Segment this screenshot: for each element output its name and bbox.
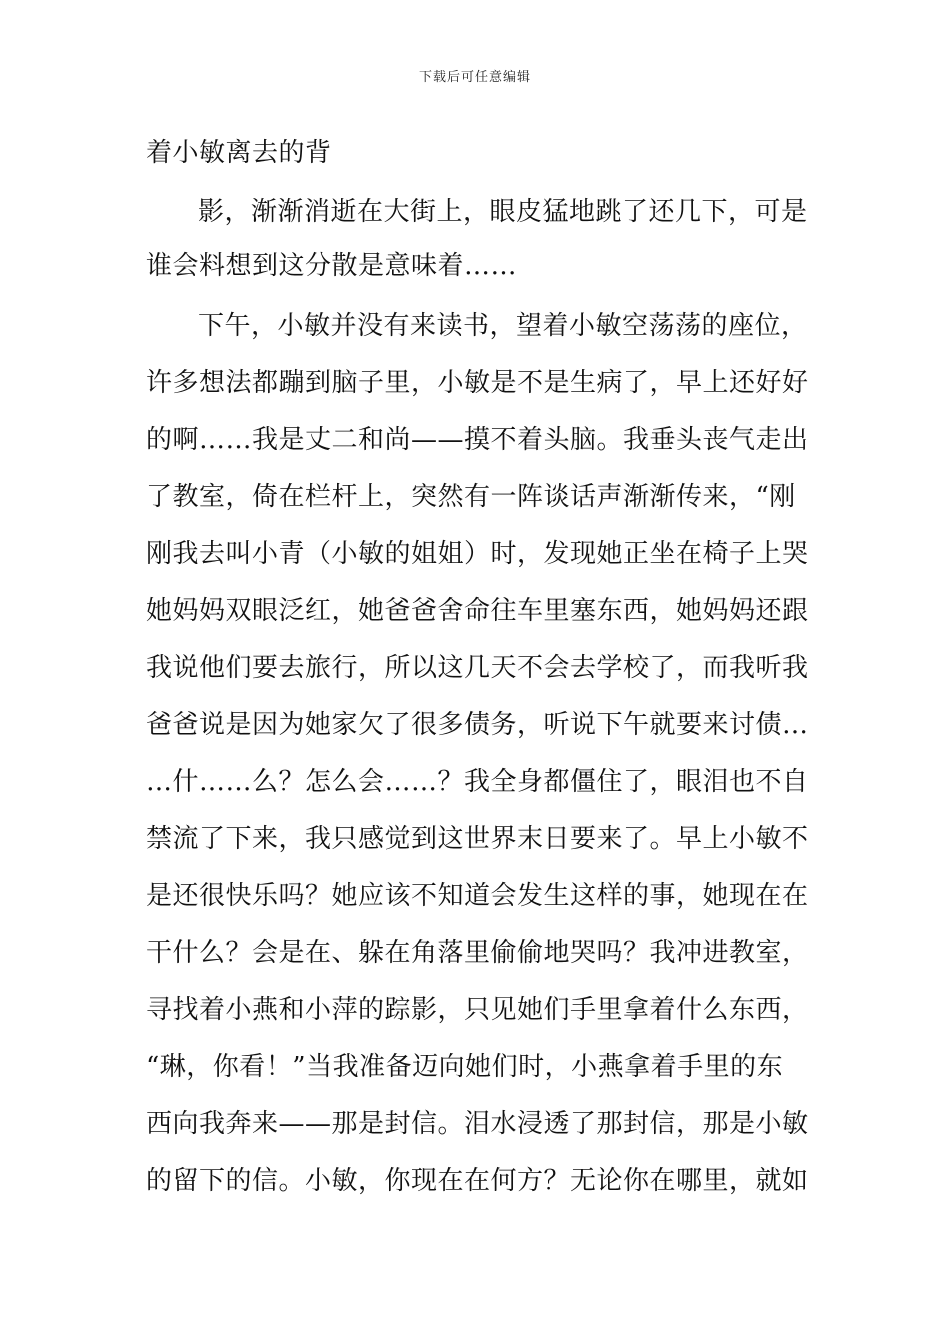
text-line: 的留下的信。小敏，你现在在何方？无论你在哪里，就如 — [146, 1166, 809, 1196]
text-line: 的啊……我是丈二和尚——摸不着头脑。我垂头丧气走出 — [146, 425, 809, 455]
text-line: 寻找着小燕和小萍的踪影，只见她们手里拿着什么东西， — [146, 995, 809, 1025]
text-line: …什……么？怎么会……？我全身都僵住了，眼泪也不自 — [146, 767, 809, 797]
text-line: 我说他们要去旅行，所以这几天不会去学校了，而我听我 — [146, 653, 809, 683]
text-line: 干什么？会是在、躲在角落里偷偷地哭吗？我冲进教室， — [146, 938, 809, 968]
text-line: 下午，小敏并没有来读书，望着小敏空荡荡的座位， — [198, 311, 808, 341]
text-line: 禁流了下来，我只感觉到这世界末日要来了。早上小敏不 — [146, 824, 809, 854]
text-line: 影，渐渐消逝在大街上，眼皮猛地跳了还几下，可是 — [198, 197, 808, 227]
page-header: 下载后可任意编辑 — [418, 70, 531, 85]
text-line: “琳，你看！”当我准备迈向她们时，小燕拿着手里的东 — [146, 1052, 784, 1082]
text-line: 许多想法都蹦到脑子里，小敏是不是生病了，早上还好好 — [146, 368, 809, 398]
text-line: 着小敏离去的背 — [146, 138, 332, 168]
text-line: 爸爸说是因为她家欠了很多债务，听说下午就要来讨债… — [146, 710, 809, 740]
text-line: 谁会料想到这分散是意味着…… — [146, 251, 518, 281]
text-line: 她妈妈双眼泛红，她爸爸舍命往车里塞东西，她妈妈还跟 — [146, 596, 809, 626]
text-line: 是还很快乐吗？她应该不知道会发生这样的事，她现在在 — [146, 881, 809, 911]
text-line: 西向我奔来——那是封信。泪水浸透了那封信，那是小敏 — [146, 1109, 809, 1139]
text-line: 了教室，倚在栏杆上，突然有一阵谈话声渐渐传来，“刚 — [146, 482, 796, 512]
text-line: 刚我去叫小青（小敏的姐姐）时，发现她正坐在椅子上哭 — [146, 539, 809, 569]
